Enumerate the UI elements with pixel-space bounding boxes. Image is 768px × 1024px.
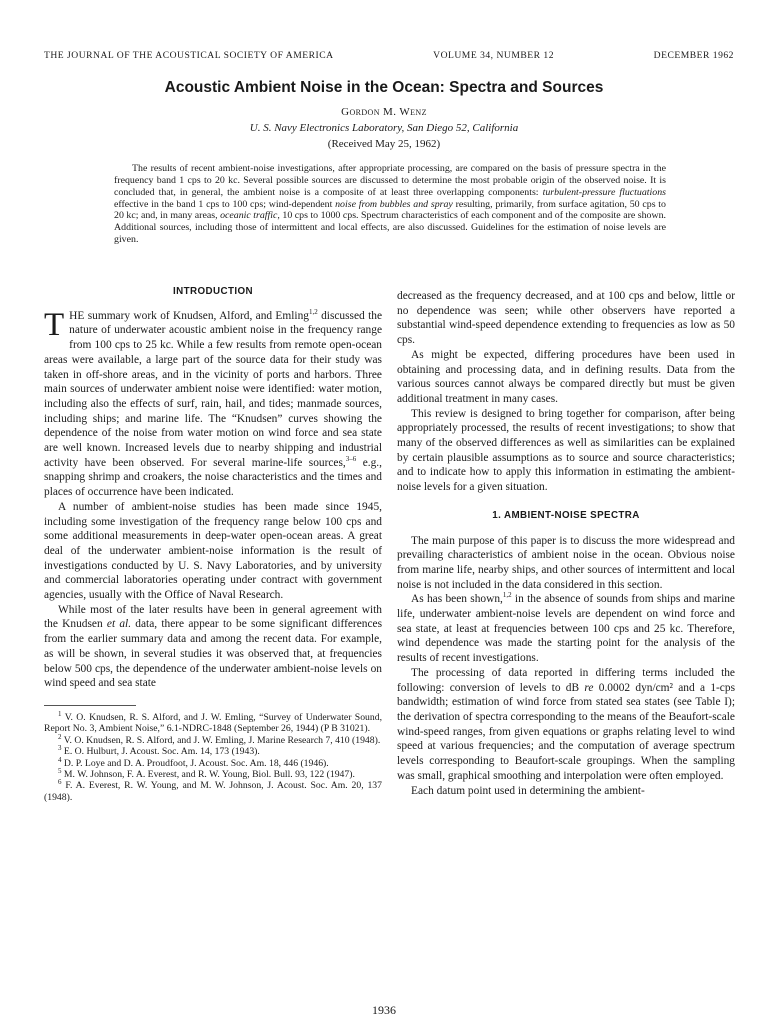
footnote: $^6$ F. A. Everest, R. W. Young, and M. W. Johnson, J. Acoust. Soc. Am. 20, 137 (1948). [44,778,382,803]
intro-paragraph-2: A number of ambient-noise studies has been made since 1945, including some investigation of the frequency range below 100 cps and some additional measurements in deep-water open-ocean areas. A great deal of the underwater ambient-noise information is the result of investigations conducted by U. S. Navy Laboratories, and by university and commercial laboratories operating under contract with government agencies, usually with the Office of Naval Research. [44,500,382,602]
author-name: Gordon M. Wenz [341,106,427,118]
footnote: $^3$ E. O. Hulburt, J. Acoust. Soc. Am. 14, 173 (1943). [58,743,260,758]
running-header [44,50,734,61]
footnote: $^2$ V. O. Knudsen, R. S. Alford, and J. W. Emling, J. Marine Research 7, 410 (1948). [58,732,381,746]
body-paragraph: As might be expected, differing procedures have been used in obtaining and processing data, and in defining results. Data from the various sources cannot always be compared directly but must be given additional treatment in many cases. [397,348,735,405]
volume-number: VOLUME 34, NUMBER 12 [433,50,555,61]
section-heading-introduction: INTRODUCTION [173,286,253,297]
author-affiliation: U. S. Navy Electronics Laboratory, San Diego 52, California [249,122,519,134]
footnotes [44,709,382,803]
left-column [44,285,382,803]
page-number: 1936 [372,1003,396,1017]
footnote: $^5$ M. W. Johnson, F. A. Everest, and R. W. Young, Biol. Bull. 93, 122 (1947). [58,766,355,781]
section-heading-ambient-noise-spectra: 1. AMBIENT-NOISE SPECTRA [492,509,640,521]
continued-paragraph: decreased as the frequency decreased, and at 100 cps and below, little or no dependence was seen; while other observers have reported a substantial wind-speed dependence extending to frequencies as low as 50 cps. [397,290,735,347]
body-paragraph: The main purpose of this paper is to discuss the more widespread and prevailing characteristics of ambient noise in the ocean. Obvious noise from marine life, nearby ships, and other sources of intermittent and local noise is not included in the data considered in this section. [397,534,735,591]
footnote: $^4$ D. P. Loye and D. A. Proudfoot, J. Acoust. Soc. Am. 18, 446 (1946). [58,755,329,769]
body-paragraph: As has been shown,$^{1,2}$ in the absence of sounds from ships and marine life, underwater ambient-noise levels are dependent on wind force and sea state, at least at frequencies between 100 cps and 25 kc. Therefore, wind dependence was made the starting point for the analysis of the results of recent investigations. [397,591,735,665]
issue-date: DECEMBER 1962 [653,50,734,61]
footnote-divider [44,705,136,706]
drop-cap: T [44,306,65,343]
right-column [397,289,735,798]
body-paragraph: This review is designed to bring together for comparison, after being appropriately processed, the results of recent investigations; to show that many of the observed differences as well as similarities can be explained by certain plausible assumptions as to source and source characteristics; and to indicate how to apply this information in estimating the ambient-noise levels for a given situation. [397,407,735,494]
journal-name: THE JOURNAL OF THE ACOUSTICAL SOCIETY OF AMERICA [44,50,334,61]
article-title: Acoustic Ambient Noise in the Ocean: Spectra and Sources [164,79,604,96]
intro-paragraph-3: While most of the later results have been in general agreement with the Knudsen et al. data, there appear to be some significant differences from the earlier summary data and among the recent data. For example, as will be shown, in several studies it was observed that, at frequencies below 500 cps, the dependence of the underwater ambient-noise levels on wind speed and sea state [44,603,383,690]
received-date: (Received May 25, 1962) [327,138,441,150]
abstract: The results of recent ambient-noise investigations, after appropriate processing, are compared on the basis of pressure spectra in the frequency band 1 cps to 20 kc. Several possible sources are discussed to determine the most probable origin of the observed noise. It is concluded that, in general, the ambient noise is a composite of at least three overlapping components: turbulent-pressure fluctuations effective in the band 1 cps to 100 cps; wind-dependent noise from bubbles and spray resulting, primarily, from surface agitation, 50 cps to 20 kc; and, in many areas, oceanic traffic, 10 cps to 1000 cps. Spectrum characteristics of each component and of the composite are shown. Additional sources, including those of intermittent and local effects, are also discussed. Guidelines for the estimation of noise levels are given. [114,163,667,246]
footnote: $^1$ V. O. Knudsen, R. S. Alford, and J. W. Emling, “Survey of Underwater Sound, Report No. 3, Ambient Noise,” 6.1-NDRC-1848 (September 26, 1944) (P B 31021). [44,709,382,735]
body-paragraph: Each datum point used in determining the ambient- [411,784,645,797]
body-paragraph: The processing of data reported in differing terms included the following: conversion of levels to dB re 0.0002 dyn/cm² and a 1-cps bandwidth; estimation of wind force from stated sea states (see Table I); the derivation of spectra corresponding to the means of the Beaufort-scale wind-speed ranges, from given equations or graphs relating level to wind speed at various frequencies; and the computation of average spectrum levels corresponding to Beaufort-scale groupings. When the sampling was small, graphical smoothing and interpolation were often employed. [397,666,735,782]
intro-paragraph-1: THE summary work of Knudsen, Alford, and Emling$^{1,2}$ discussed the nature of underwater acoustic ambient noise in the frequency range from 100 cps to 25 kc. While a few results from remote open-ocean areas were available, a large part of the source data for their study was taken in off-shore areas, and in the vicinity of ports and harbors. Three main sources of underwater ambient noise were identified: water motion, including also the effects of surf, rain, hail, and tides; manmade sources, including ships; and marine life. The “Knudsen” curves showing the dependence of the noise from water motion on wind force and sea state are well known. Increased levels due to nearby shipping and industrial activity have been observed. For several marine-life sources,$^{3-6}$ e.g., snapping shrimp and croakers, the noise characteristics and the times and places of occurrence have been indicated. [44,306,382,499]
